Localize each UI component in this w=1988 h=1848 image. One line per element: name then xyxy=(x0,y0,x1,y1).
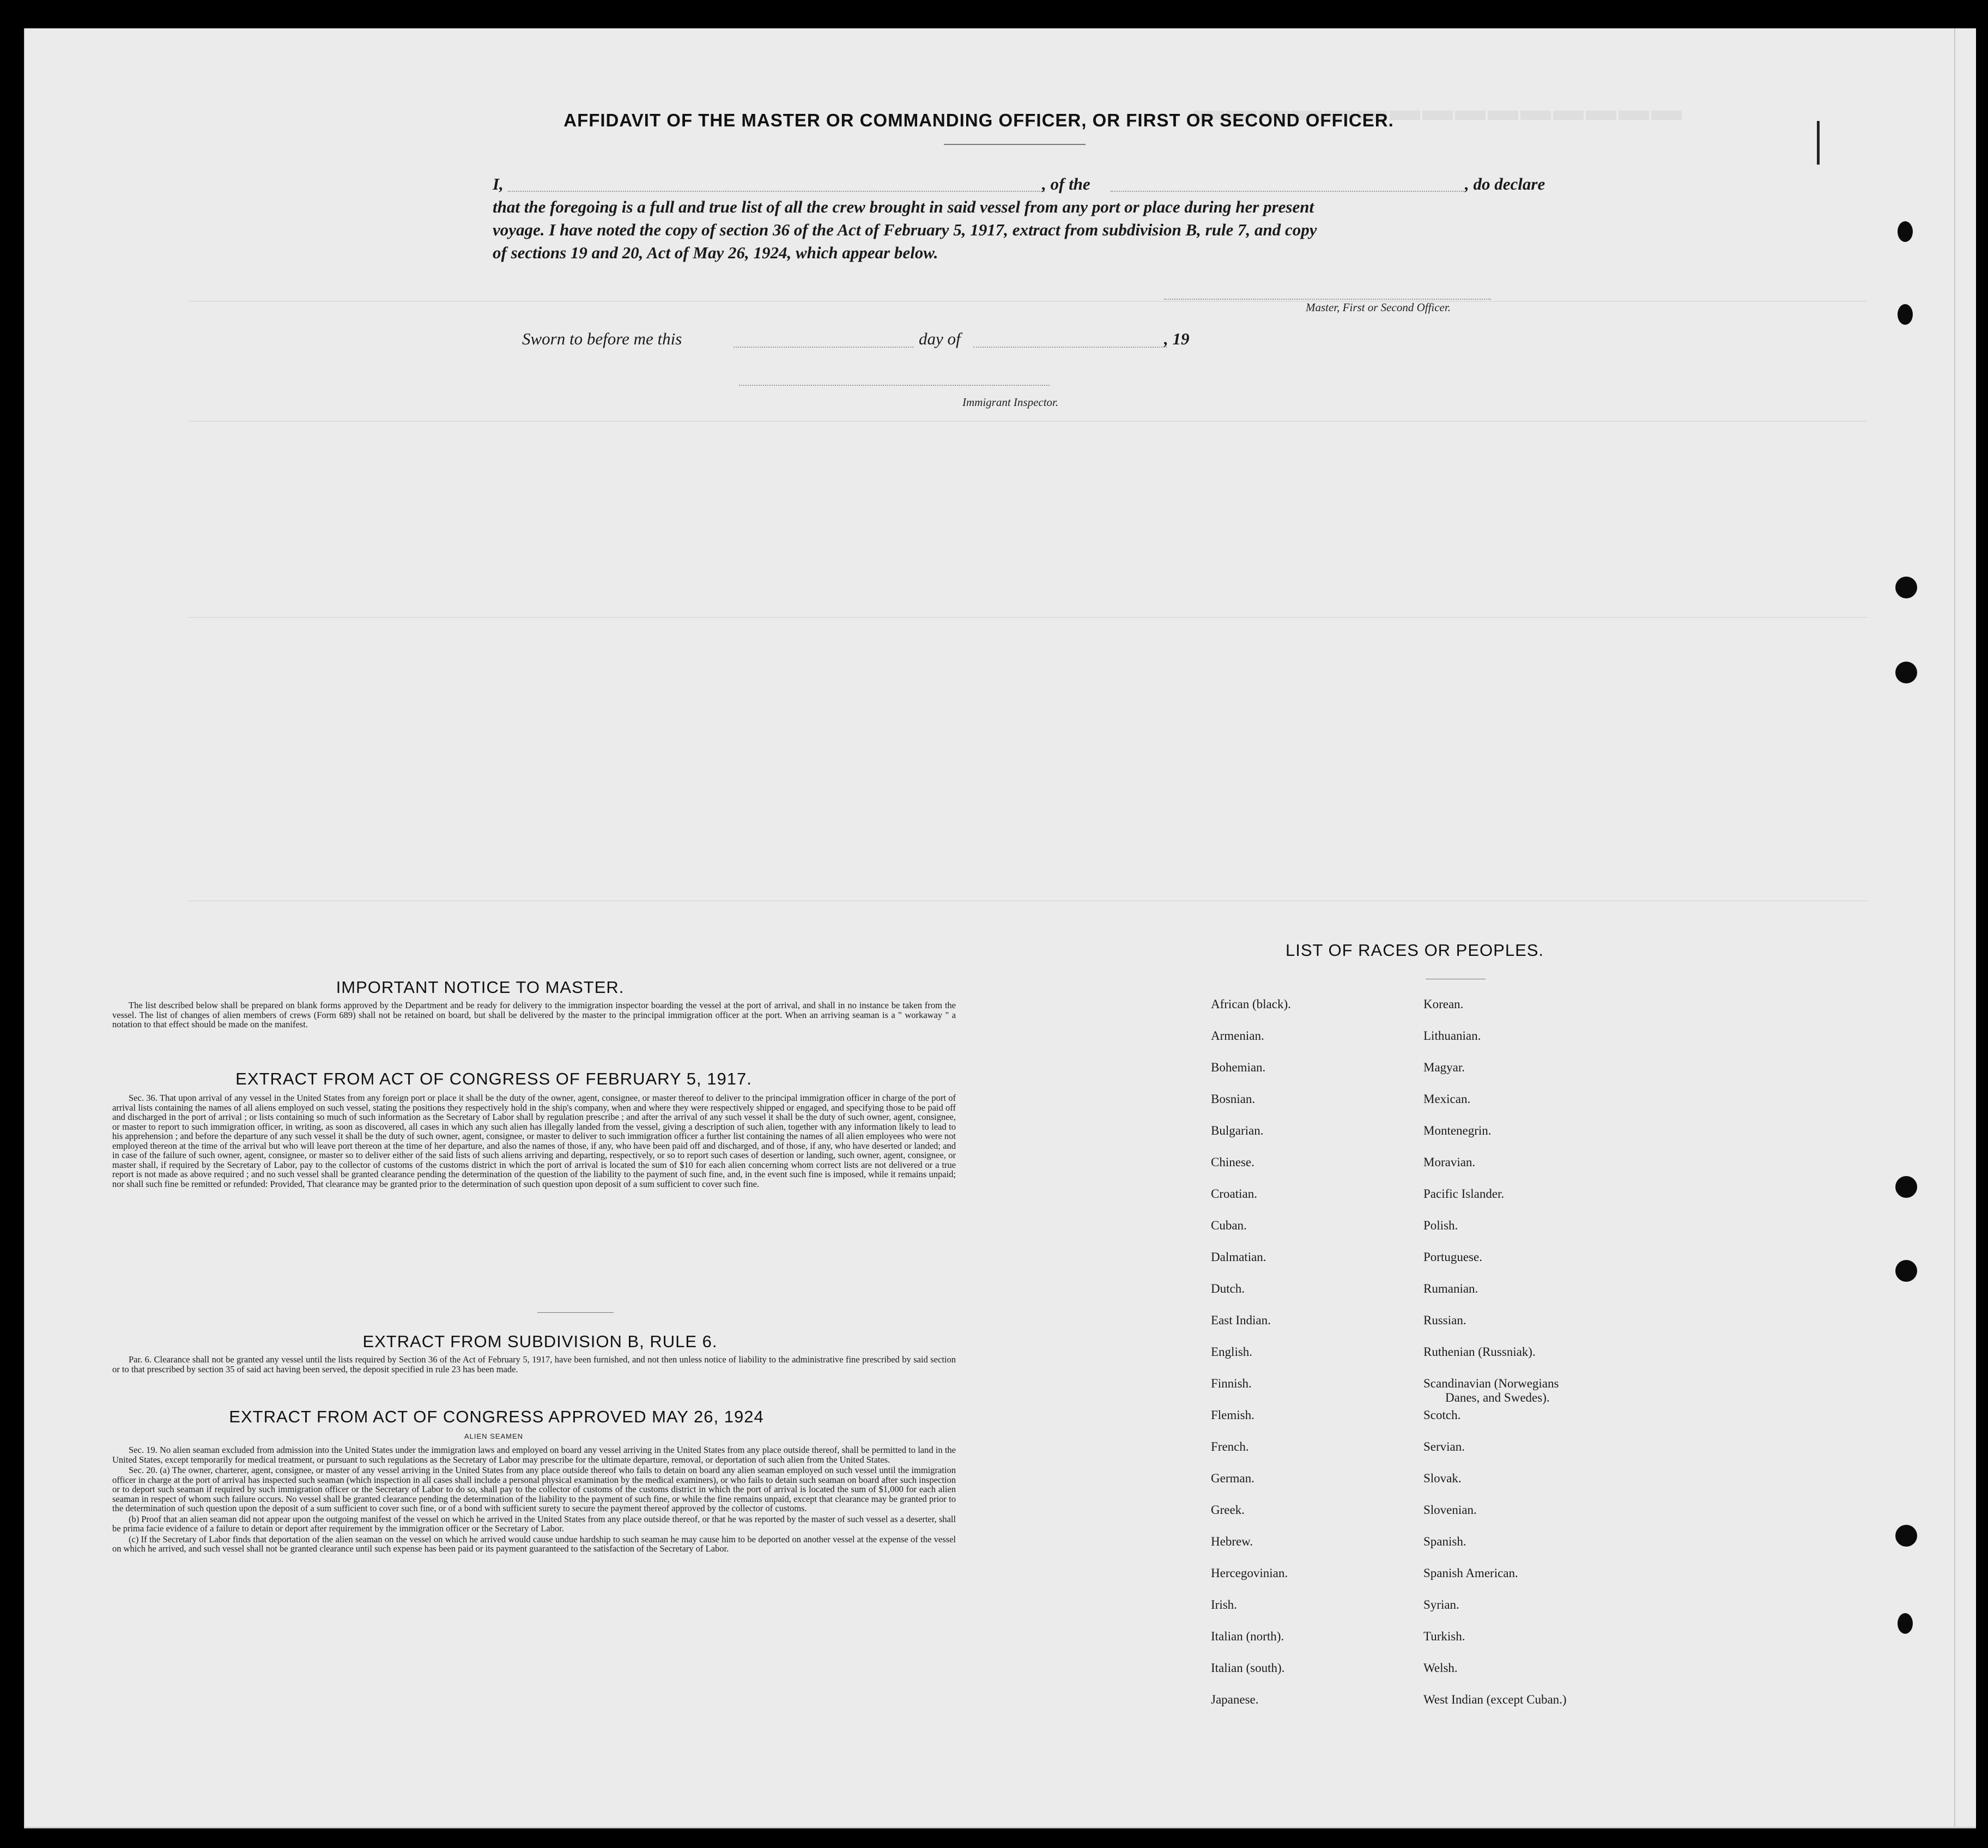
sec-20a-text: Sec. 20. (a) The owner, charterer, agent, consignee, or master of any vessel arriving in the United States from any place outside thereof who fails to detain on board any alien seaman employed on such vessel until the immigration officer in charge at the port of arrival has inspected such seaman (which inspection in all cases shall include a personal physical examination by the medical examiners), or who fails to detain such seaman on board after such inspection or to deport such seaman if required by such immigration officer or the Secretary of Labor to do so, shall pay to the collector of customs of the customs district in which the port of arrival is located the sum of $1,000 for each alien seaman in respect of whom such failure occurs. No vessel shall be granted clearance pending the determination of the liability to the payment of such fine, or while the fine remains unpaid, except that clearance may be granted prior to the determination of such question upon the deposit of a sum sufficient to cover such fine, or of a bond with sufficient surety to secure the payment thereof approved by the collector of customs. xyxy=(112,1465,956,1513)
inspector-signature-line[interactable] xyxy=(739,385,1050,386)
race-item: Russian. xyxy=(1423,1313,1466,1327)
bleed-through-line xyxy=(189,301,1867,302)
punch-hole xyxy=(1898,304,1913,325)
punch-hole xyxy=(1895,577,1917,598)
master-signature-line[interactable] xyxy=(1164,299,1491,300)
punch-hole xyxy=(1895,1176,1917,1198)
punch-hole xyxy=(1898,221,1913,242)
extract-1924-title: EXTRACT FROM ACT OF CONGRESS APPROVED MAY 26, 1924 xyxy=(229,1407,764,1426)
affidavit-line-3: voyage. I have noted the copy of section 36 of the Act of February 5, 1917, extract from subdivision B, rule 7, and copy xyxy=(493,220,1317,239)
extract-1924-body xyxy=(112,1445,956,1555)
sworn-year: , 19 xyxy=(1164,329,1190,348)
sec-19-text: Sec. 19. No alien seaman excluded from admission into the United States under the immigration laws and employed on board any vessel arriving in the United States from any place outside thereof, shall be permitted to land in the United States, except temporarily for medical treatment, or pursuant to such regulations as the Secretary of Labor may prescribe for the ultimate departure, removal, or deportation of such alien from the United States. xyxy=(112,1445,956,1465)
manifest-page xyxy=(24,28,1976,1828)
race-item: Magyar. xyxy=(1423,1061,1465,1074)
affidavit-rule xyxy=(944,144,1086,145)
races-right-column xyxy=(1423,997,1750,1760)
race-item: Spanish. xyxy=(1423,1535,1466,1548)
race-item: Bulgarian. xyxy=(1211,1124,1264,1137)
alien-seamen-subtitle: ALIEN SEAMEN xyxy=(464,1432,524,1440)
race-item: Slovenian. xyxy=(1423,1503,1477,1517)
race-item: Armenian. xyxy=(1211,1029,1264,1043)
sworn-month-blank[interactable] xyxy=(973,347,1167,348)
race-item: Portuguese. xyxy=(1423,1250,1482,1264)
race-item: Montenegrin. xyxy=(1423,1124,1492,1137)
race-item: Bohemian. xyxy=(1211,1061,1266,1074)
race-item: Greek. xyxy=(1211,1503,1245,1517)
sworn-day-blank[interactable] xyxy=(734,347,913,348)
race-item: French. xyxy=(1211,1440,1249,1453)
sec-20b-text: (b) Proof that an alien seaman did not appear upon the outgoing manifest of the vessel on which he arrived in the United States from any place outside thereof, or that he was reported by the master of such vessel as a deserter, shall be prima facie evidence of a failure to detain or deport after requirement by the immigration officer or the Secretary of Labor. xyxy=(112,1513,956,1534)
race-item: German. xyxy=(1211,1471,1254,1485)
race-item: African (black). xyxy=(1211,997,1291,1011)
race-item: West Indian (except Cuban.) xyxy=(1423,1693,1567,1706)
race-item: Rumanian. xyxy=(1423,1282,1478,1295)
race-item: Irish. xyxy=(1211,1598,1237,1611)
sworn-day-of: day of xyxy=(919,329,961,348)
race-item: Pacific Islander. xyxy=(1423,1187,1505,1201)
race-item: Hercegovinian. xyxy=(1211,1566,1288,1580)
affidavit-title: AFFIDAVIT OF THE MASTER OR COMMANDING OFFICER, OR FIRST OR SECOND OFFICER. xyxy=(563,110,1394,130)
inspector-caption: Immigrant Inspector. xyxy=(962,396,1059,409)
race-item: Finnish. xyxy=(1211,1377,1252,1390)
punch-hole xyxy=(1895,662,1917,683)
extract-rule6-title: EXTRACT FROM SUBDIVISION B, RULE 6. xyxy=(362,1332,718,1351)
race-item: Korean. xyxy=(1423,997,1464,1011)
affidavit-line-4: of sections 19 and 20, Act of May 26, 1924, which appear below. xyxy=(493,243,938,262)
race-item: Spanish American. xyxy=(1423,1566,1518,1580)
binding-mark xyxy=(1817,121,1820,165)
affidavit-line-2: that the foregoing is a full and true list of all the crew brought in said vessel from any port or place during her present xyxy=(493,197,1314,216)
race-item: Scandinavian (Norwegians xyxy=(1423,1377,1559,1390)
bleed-through-line xyxy=(189,900,1867,901)
master-caption: Master, First or Second Officer. xyxy=(1306,301,1451,314)
race-item: Italian (south). xyxy=(1211,1661,1285,1675)
race-item: English. xyxy=(1211,1345,1253,1359)
name-blank[interactable] xyxy=(508,191,1045,192)
race-item: Hebrew. xyxy=(1211,1535,1253,1548)
race-item: Croatian. xyxy=(1211,1187,1257,1201)
extract-rule6-body xyxy=(112,1355,956,1375)
race-item: Bosnian. xyxy=(1211,1092,1256,1106)
notice-title: IMPORTANT NOTICE TO MASTER. xyxy=(336,978,625,997)
punch-hole xyxy=(1898,1613,1913,1634)
race-item: Cuban. xyxy=(1211,1219,1247,1232)
notice-text: The list described below shall be prepared on blank forms approved by the Department and be ready for delivery to the immigration inspector boarding the vessel at the port of arrival, and shall in no instance be taken from the vessel. The list of changes of alien members of crews (Form 689) shall not be retained on board, but shall be delivered by the master to the principal immigration officer at the port. When an arriving seaman is a " workaway " a notation to that effect should be made on the manifest. xyxy=(112,1000,956,1029)
bleed-through-line xyxy=(189,617,1867,618)
affidavit-of-the: , of the xyxy=(1042,174,1090,193)
race-item: Italian (north). xyxy=(1211,1629,1284,1643)
bleed-through-line xyxy=(189,421,1867,422)
punch-hole xyxy=(1895,1260,1917,1282)
race-item: Moravian. xyxy=(1423,1155,1476,1169)
race-item: Slovak. xyxy=(1423,1471,1462,1485)
race-item: Ruthenian (Russniak). xyxy=(1423,1345,1536,1359)
affidavit-declare: , do declare xyxy=(1465,174,1545,193)
affidavit-i: I, xyxy=(493,174,504,193)
race-item: Polish. xyxy=(1423,1219,1458,1232)
notice-body xyxy=(112,1001,956,1031)
race-item: Dalmatian. xyxy=(1211,1250,1266,1264)
affidavit-line-1 xyxy=(493,174,504,194)
race-item: Turkish. xyxy=(1423,1629,1465,1643)
vessel-blank[interactable] xyxy=(1111,191,1464,192)
bleed-through-marks: ▬▬▬▬▬▬▬▬▬▬▬▬▬▬▬ xyxy=(1191,93,1682,127)
race-item: Syrian. xyxy=(1423,1598,1459,1611)
sec-36-text: Sec. 36. That upon arrival of any vessel in the United States from any foreign port or place it shall be the duty of the owner, agent, consignee, or master thereof to deliver to the principal immigration officer in charge of the port of arrival lists containing the names of all aliens employed on such vessel, stating the positions they respectively hold in the ship's company, when and where they were respectively shipped or engaged, and specifying those to be paid off and discharged in the port of arrival ; or lists containing so much of such information as the Secretary of Labor shall by regulation prescribe ; and after the arrival of any such vessel it shall be the duty of such owner, agent, consignee, or master to report to such immigration officer, in writing, as soon as discovered, all cases in which any such alien has illegally landed from the vessel, giving a description of such alien, together with any information likely to lead to his apprehension ; and before the departure of any such vessel it shall be the duty of such owner, agent, consignee, or master to deliver to such immigration officer a further list containing the names of all alien employees who were not employed thereon at the time of the arrival but who will leave port thereon at the time of her departure, and also the names of those, if any, who have been paid off and discharged, and of those, if any, who have deserted or landed; and in case of the failure of such owner, agent, consignee, or master so to deliver either of the said lists of such aliens arriving and departing, respectively, or so to report such cases of desertion or landing, such owner, agent, consignee, or master shall, if required by the Secretary of Labor, pay to the collector of customs of the customs district in which the port of arrival is located the sum of $10 for each alien concerning whom correct lists are not delivered or a true report is not made as above required ; and no such vessel shall be granted clearance pending the determination of the question of the liability to the payment of such fine, and, in the event such fine is imposed, while it remains unpaid; nor shall such fine be remitted or refunded: Provided, That clearance may be granted prior to the determination of such question upon deposit of a sum sufficient to cover such fine. xyxy=(112,1093,956,1189)
races-left-column xyxy=(1211,997,1391,1760)
race-item: Danes, and Swedes). xyxy=(1445,1391,1550,1404)
race-item: East Indian. xyxy=(1211,1313,1271,1327)
sec-20c-text: (c) If the Secretary of Labor finds that deportation of the alien seaman on the vessel on which he arrived would cause undue hardship to such seaman he may cause him to be deported on another vessel at the expense of the vessel on which he arrived, and such vessel shall not be granted clearance until such expense has been paid or its payment guaranteed to the satisfaction of the Secretary of Labor. xyxy=(112,1534,956,1554)
extract-1917-body xyxy=(112,1093,956,1190)
section-rule xyxy=(537,1312,614,1313)
race-item: Lithuanian. xyxy=(1423,1029,1481,1043)
par-6-text: Par. 6. Clearance shall not be granted any vessel until the lists required by Section 36 of the Act of February 5, 1917, have been furnished, and not then unless notice of liability to the administrative fine prescribed by said section or to that prescribed by section 35 of said act having been served, the deposit specified in rule 23 has been made. xyxy=(112,1354,956,1374)
race-item: Chinese. xyxy=(1211,1155,1254,1169)
race-item: Japanese. xyxy=(1211,1693,1259,1706)
race-item: Mexican. xyxy=(1423,1092,1471,1106)
race-item: Scotch. xyxy=(1423,1408,1461,1422)
punch-hole xyxy=(1895,1525,1917,1547)
race-item: Servian. xyxy=(1423,1440,1465,1453)
extract-1917-title: EXTRACT FROM ACT OF CONGRESS OF FEBRUARY 5, 1917. xyxy=(235,1069,752,1088)
sworn-prefix: Sworn to before me this xyxy=(522,329,682,348)
race-item: Welsh. xyxy=(1423,1661,1458,1675)
race-item: Dutch. xyxy=(1211,1282,1245,1295)
races-title: LIST OF RACES OR PEOPLES. xyxy=(1285,941,1544,960)
race-item: Flemish. xyxy=(1211,1408,1254,1422)
